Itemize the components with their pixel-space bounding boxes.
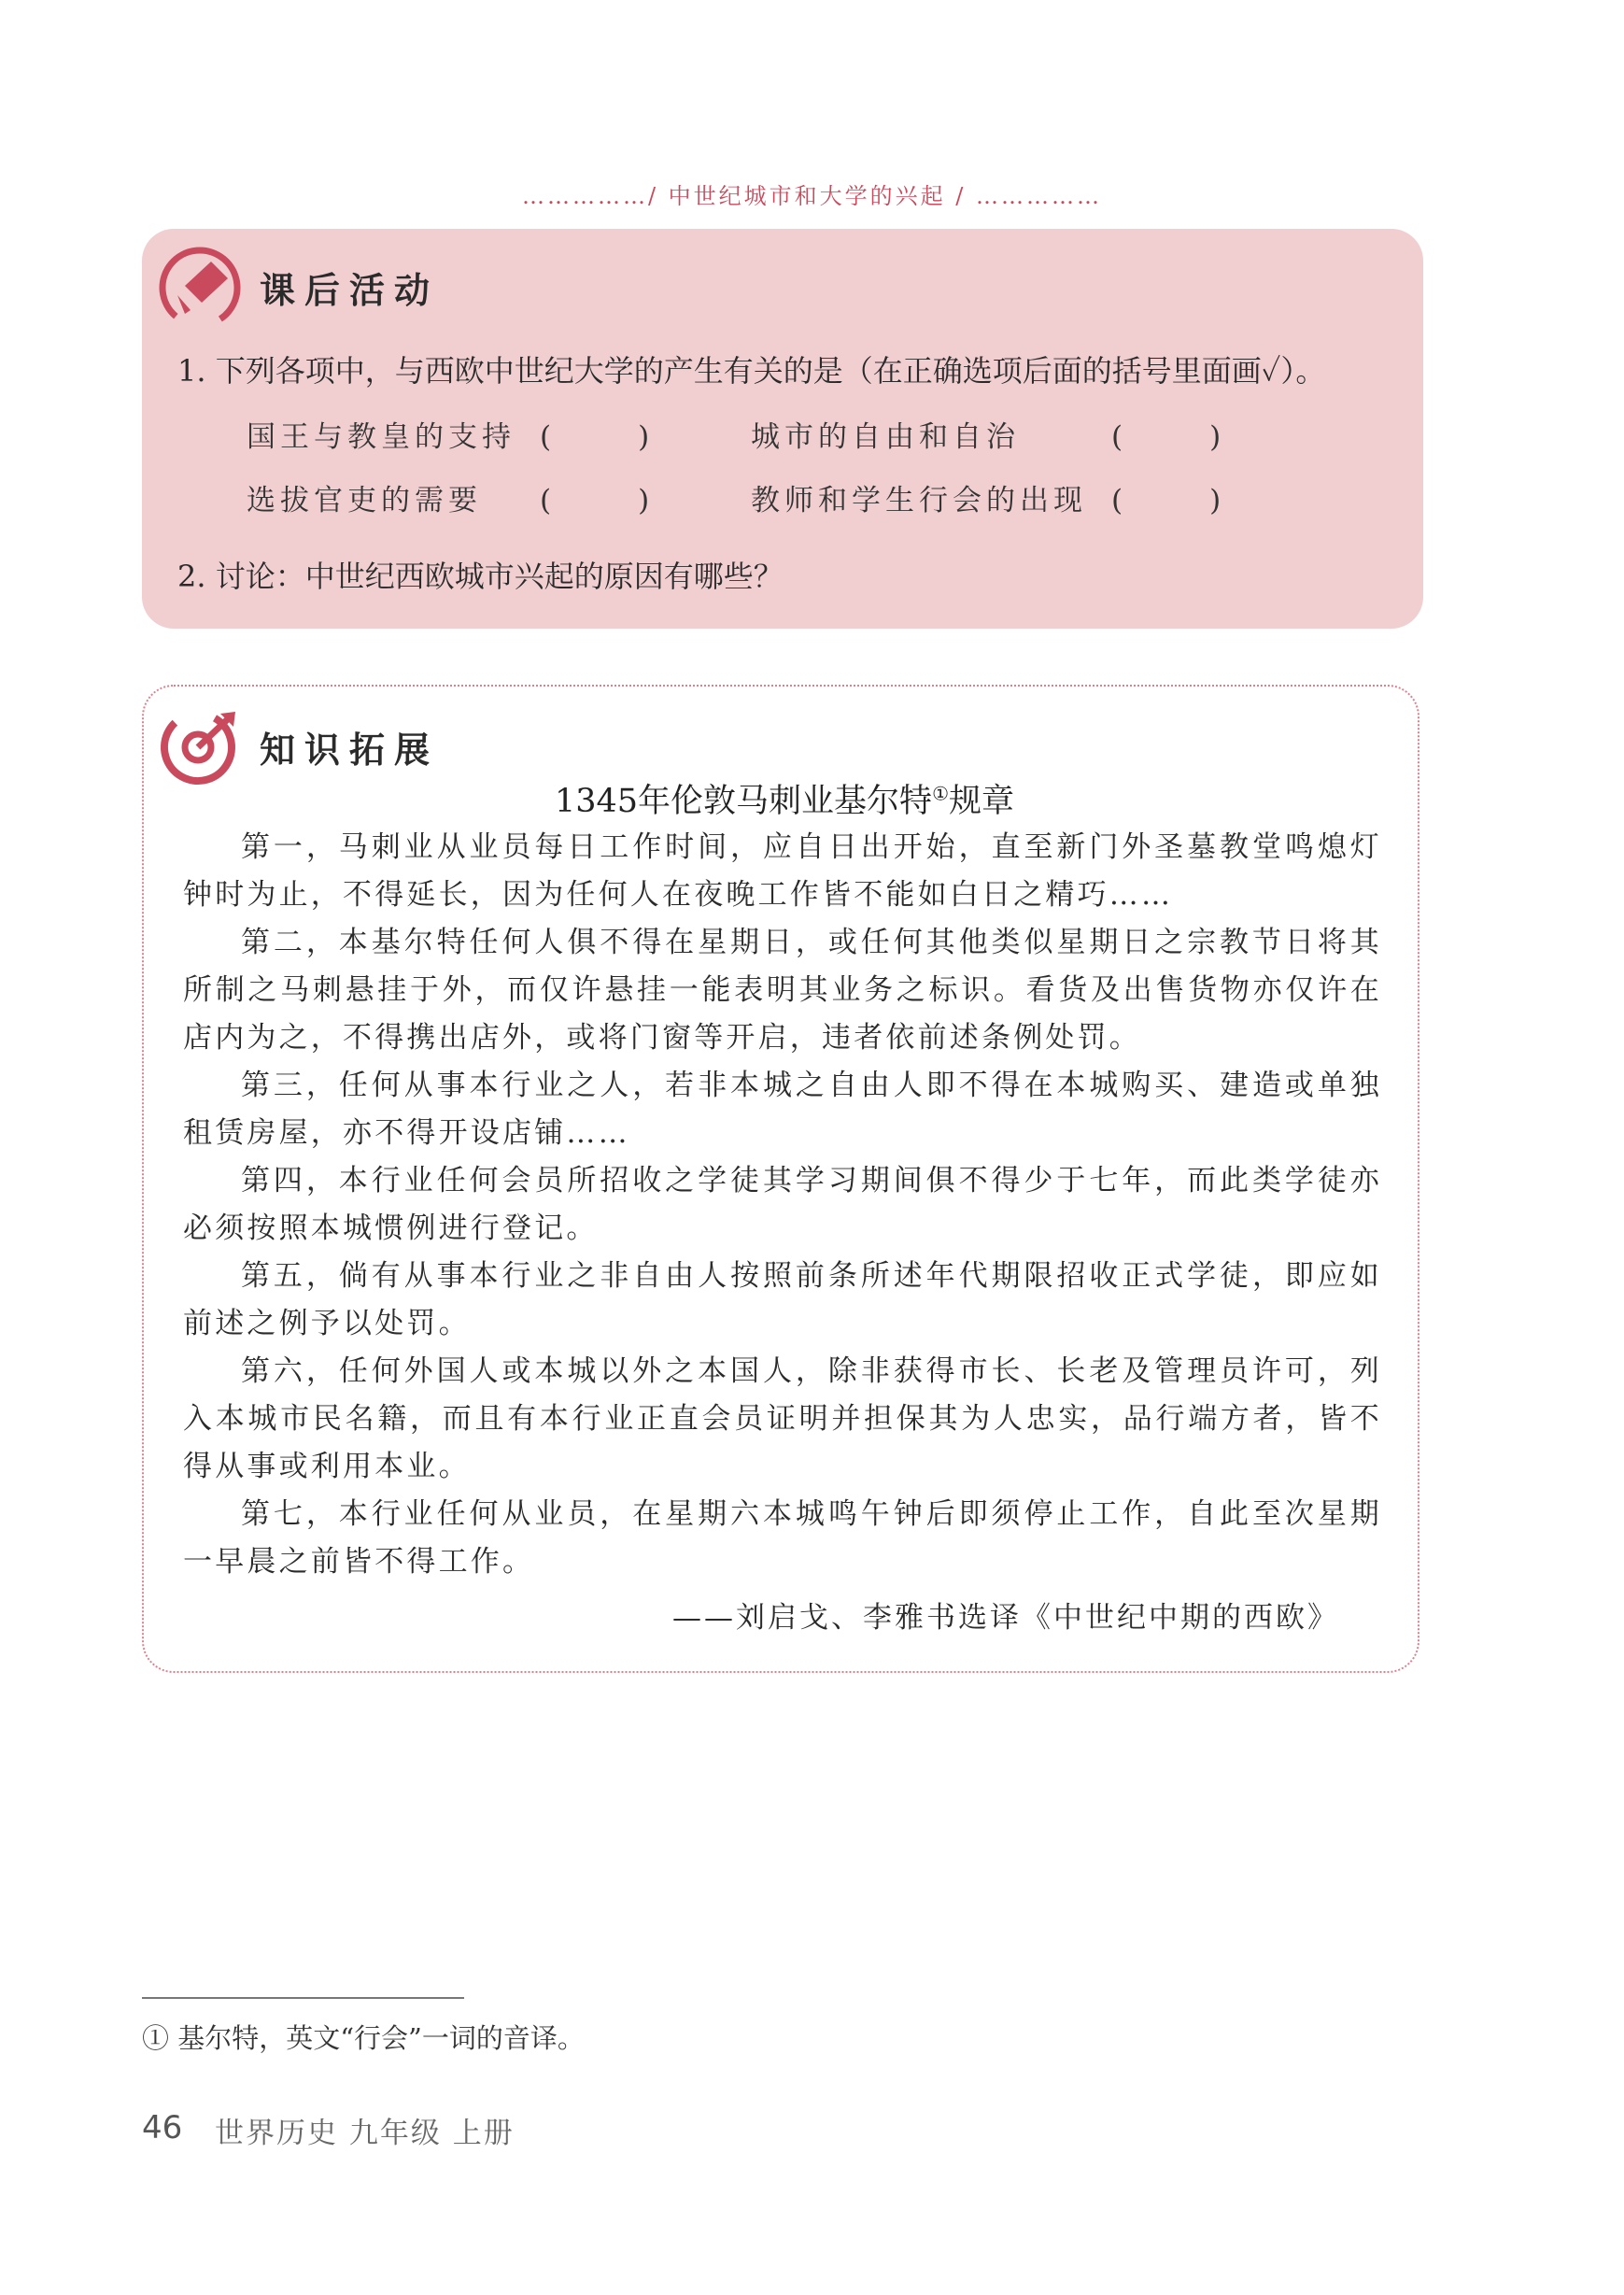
option-city-autonomy-answer[interactable]: ( )	[1111, 420, 1222, 454]
extension-body	[183, 824, 1382, 1586]
option-king-pope: 国王与教皇的支持	[247, 420, 515, 454]
extension-heading	[0, 775, 1569, 822]
book-title: 世界历史 九年级 上册	[215, 2117, 515, 2150]
source-attribution: ——刘启戈、李雅书选译《中世纪中期的西欧》	[672, 1601, 1339, 1635]
activity-title: 课后活动	[260, 270, 440, 311]
heading-suffix: 规章	[949, 783, 1015, 820]
option-official-selection: 选拔官吏的需要	[247, 484, 482, 517]
question-2: 2. 讨论：中世纪西欧城市兴起的原因有哪些？	[177, 559, 784, 594]
article-6: 第六，任何外国人或本城以外之本国人，除非获得市长、长老及管理员许可，列入本城市民名籍，而且有本行业正直会员证明并担保其为人忠实，品行端方者，皆不得从事或利用本业。	[183, 1354, 1382, 1483]
page-number: 46	[142, 2109, 183, 2146]
option-king-pope-answer[interactable]: ( )	[540, 420, 650, 454]
article-2: 第二，本基尔特任何人俱不得在星期日，或任何其他类似星期日之宗教节日将其所制之马刺悬挂于外，而仅许悬挂一能表明其业务之标识。看货及出售货物亦仅许在店内为之，不得携出店外，或将门窗等开启，违者依前述条例处罚。	[183, 926, 1382, 1055]
article-1: 第一，马刺业从业员每日工作时间，应自日出开始，直至新门外圣墓教堂鸣熄灯钟时为止，不得延长，因为任何人在夜晚工作皆不能如白日之精巧……	[183, 830, 1382, 912]
footnote-divider	[142, 1997, 464, 1999]
article-4: 第四，本行业任何会员所招收之学徒其学习期间俱不得少于七年，而此类学徒亦必须按照本城惯例进行登记。	[183, 1164, 1382, 1245]
option-guilds-answer[interactable]: ( )	[1111, 484, 1222, 517]
article-5: 第五，倘有从事本行业之非自由人按照前条所述年代期限招收正式学徒，即应如前述之例予以处罚。	[183, 1259, 1382, 1340]
option-official-selection-answer[interactable]: ( )	[540, 484, 650, 517]
activity-badge-icon	[157, 245, 243, 331]
option-city-autonomy: 城市的自由和自治	[751, 420, 1020, 454]
option-guilds: 教师和学生行会的出现	[751, 484, 1087, 517]
extension-title: 知识拓展	[260, 730, 440, 771]
footnote: ① 基尔特，英文“行会”一词的音译。	[142, 2022, 585, 2054]
running-header: ……………/ 中世纪城市和大学的兴起 / ……………	[521, 183, 1103, 209]
footnote-marker[interactable]: ①	[932, 782, 949, 805]
article-7: 第七，本行业任何从业员，在星期六本城鸣午钟后即须停止工作，自此至次星期一早晨之前皆不得工作。	[183, 1497, 1382, 1579]
question-1: 1. 下列各项中，与西欧中世纪大学的产生有关的是（在正确选项后面的括号里面画✓）。	[177, 353, 1326, 389]
heading-text: 1345年伦敦马刺业基尔特	[554, 783, 933, 820]
article-3: 第三，任何从事本行业之人，若非本城之自由人即不得在本城购买、建造或单独租赁房屋，亦不得开设店铺……	[183, 1069, 1382, 1150]
